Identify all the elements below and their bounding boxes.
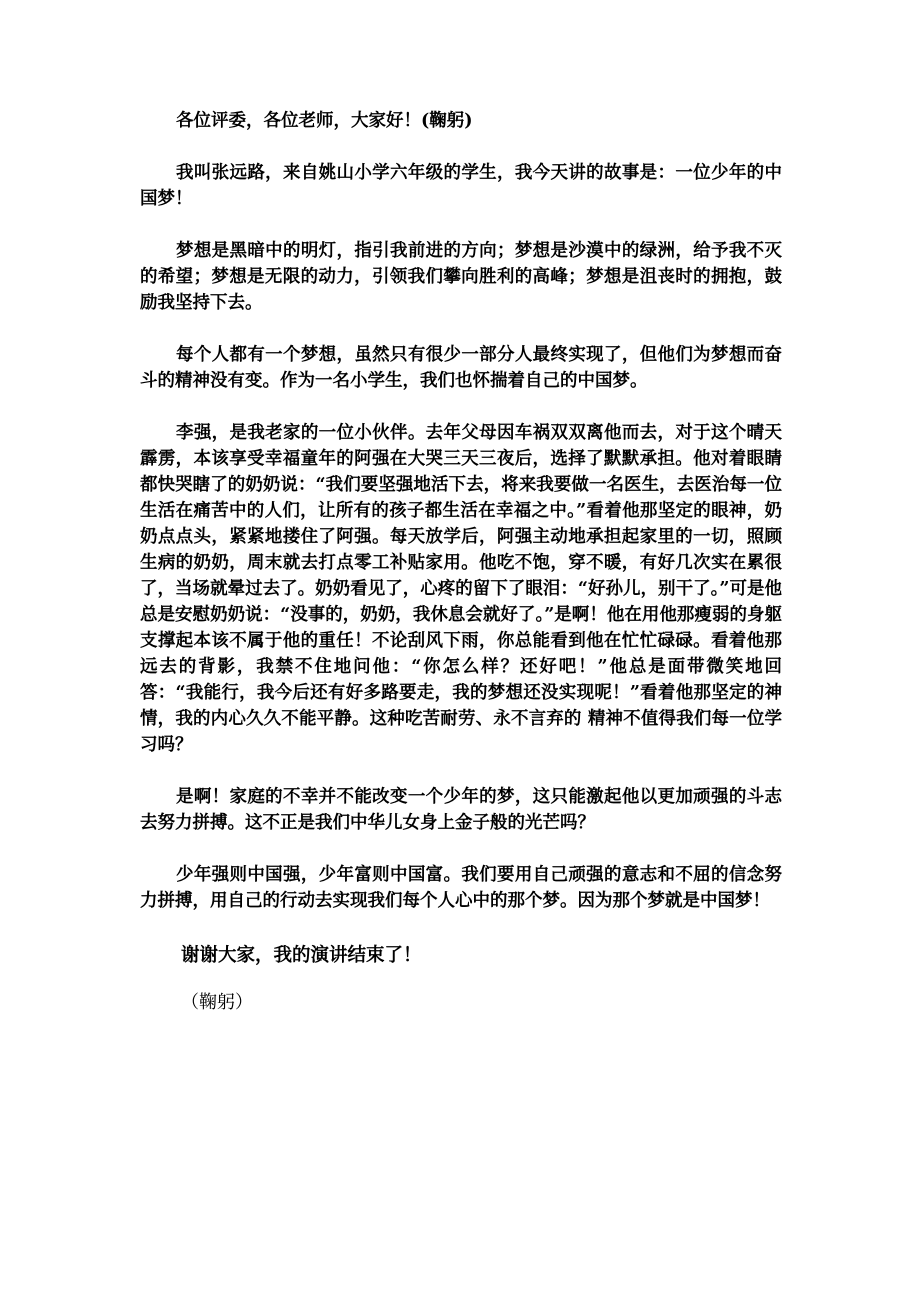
li-qiang-story-paragraph: 李强，是我老家的一位小伙伴。去年父母因车祸双双离他而去，对于这个晴天霹雳，本该享受幸福童年的阿强在大哭三天三夜后，选择了默默承担。他对着眼睛都快哭瞎了的奶奶说：“我们要坚强地活下去，将来我要做一名医生，去医治每一位生活在痛苦中的人们，让所有的孩子都生活在幸福之中。”看着他那坚定的眼神，奶奶点点头，紧紧地搂住了阿强。每天放学后，阿强主动地承担起家里的一切，照顾生病的奶奶，周末就去打点零工补贴家用。他吃不饱，穿不暖，有好几次实在累很了，当场就晕过去了。奶奶看见了，心疼的留下了眼泪：“好孙儿，别干了。”可是他总是安慰奶奶说：“没事的，奶奶，我休息会就好了。”是啊！他在用他那瘦弱的身躯支撑起本该不属于他的重任！不论刮风下雨，你总能看到他在忙忙碌碌。看着他那远去的背影，我禁不住地问他：“你怎么样？还好吧！”他总是面带微笑地回答：“我能行，我今后还有好多路要走，我的梦想还没实现呢！”看着他那坚定的神情，我的内心久久不能平静。这种吃苦耐劳、永不言弃的 精神不值得我们每一位学习吗？ bbox=[140, 423, 782, 755]
self-introduction-paragraph: 我叫张远路，来自姚山小学六年级的学生，我今天讲的故事是：一位少年的中国梦！ bbox=[140, 163, 782, 209]
conclusion-paragraph: 少年强则中国强，少年富则中国富。我们要用自己顽强的意志和不屈的信念努力拼搏，用自己的行动去实现我们每个人心中的那个梦。因为那个梦就是中国梦！ bbox=[140, 865, 782, 911]
bow-note: （鞠躬） bbox=[181, 992, 253, 1013]
dream-metaphor-paragraph: 梦想是黑暗中的明灯，指引我前进的方向；梦想是沙漠中的绿洲，给予我不灭的希望；梦想是无限的动力，引领我们攀向胜利的高峰；梦想是沮丧时的拥抱，鼓励我坚持下去。 bbox=[140, 241, 782, 313]
greeting-paragraph: 各位评委，各位老师，大家好！(鞠躬) bbox=[176, 111, 473, 131]
reflection-paragraph: 是啊！家庭的不幸并不能改变一个少年的梦，这只能激起他以更加顽强的斗志去努力拼搏。这不正是我们中华儿女身上金子般的光芒吗？ bbox=[140, 787, 782, 833]
everyone-has-dream-paragraph: 每个人都有一个梦想，虽然只有很少一部分人最终实现了，但他们为梦想而奋斗的精神没有变。作为一名小学生，我们也怀揣着自己的中国梦。 bbox=[140, 345, 782, 391]
closing-thanks: 谢谢大家，我的演讲结束了！ bbox=[181, 945, 422, 966]
speech-body bbox=[140, 108, 782, 914]
